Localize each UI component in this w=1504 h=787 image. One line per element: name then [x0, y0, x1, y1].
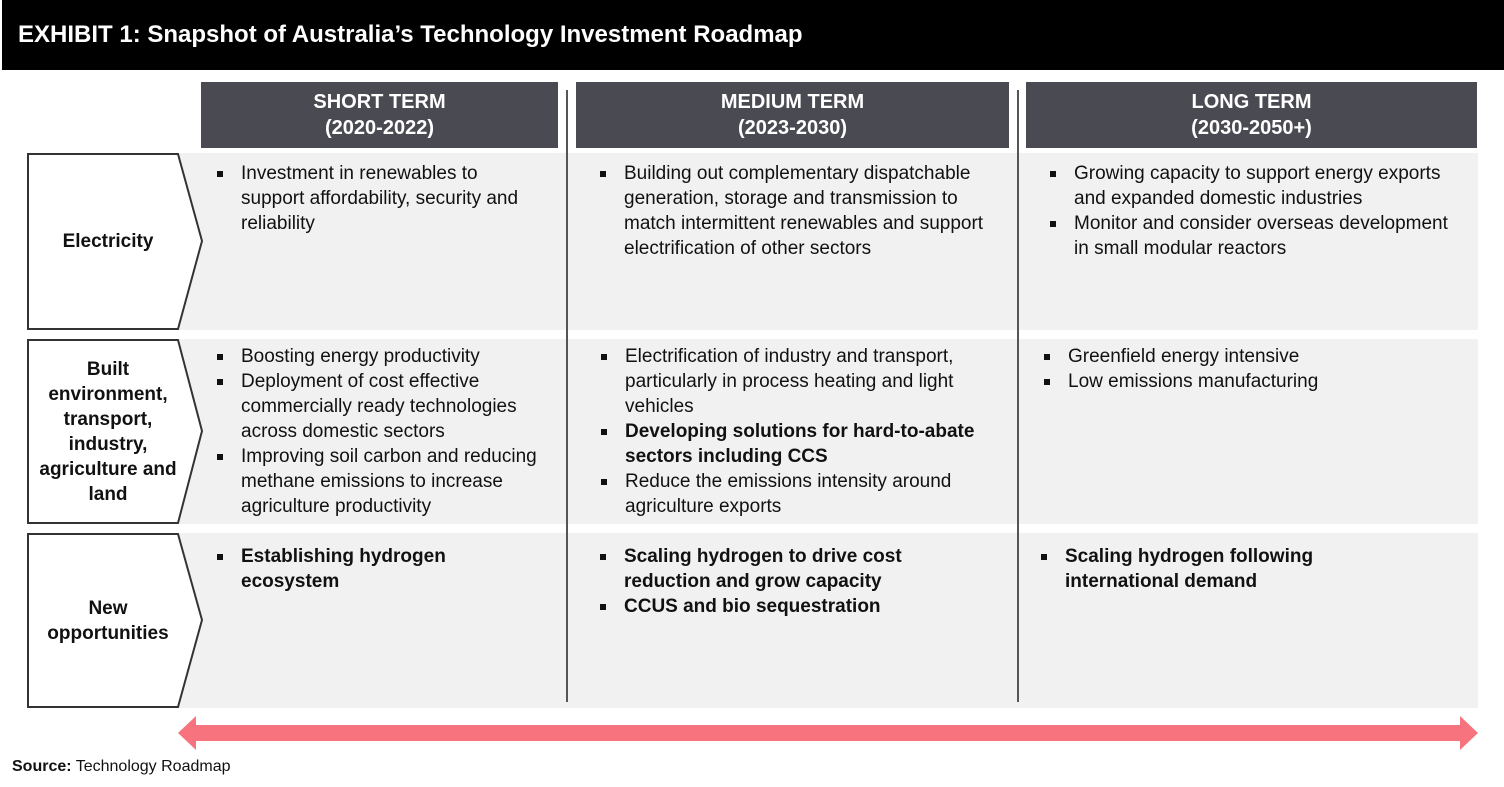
cell-new-short	[214, 544, 514, 594]
column-header-long-term	[1026, 82, 1477, 148]
bullet-item: Establishing hydrogen ecosystem	[214, 544, 514, 594]
row-label-text: Electricity	[62, 231, 154, 252]
bullet-item: Monitor and consider overseas development in small modular reactors	[1047, 211, 1467, 261]
column-header-period: (2023-2030)	[738, 117, 847, 139]
cell-built-long	[1041, 344, 1461, 394]
bullet-item: Boosting energy productivity	[214, 344, 554, 369]
bullet-item: Developing solutions for hard-to-abate sectors including CCS	[598, 419, 998, 469]
row-label-text: New opportunities	[47, 597, 169, 644]
source-note	[12, 758, 231, 776]
column-header-medium-term	[576, 82, 1009, 148]
column-divider	[1017, 90, 1019, 702]
bullet-item: Electrification of industry and transport, particularly in process heating and light vehicles	[598, 344, 998, 419]
bullet-item: Low emissions manufacturing	[1041, 369, 1461, 394]
row-label-electricity	[27, 153, 205, 330]
bullet-item: Improving soil carbon and reducing methane emissions to increase agriculture productivity	[214, 444, 554, 519]
column-header-short-term	[201, 82, 558, 148]
column-header-label: MEDIUM TERM	[720, 91, 865, 113]
bullet-item: Growing capacity to support energy exports and expanded domestic industries	[1047, 161, 1467, 211]
cell-new-long	[1038, 544, 1358, 594]
row-label-new-opportunities	[27, 533, 205, 708]
column-divider	[566, 90, 568, 702]
bullet-item: Investment in renewables to support affordability, security and reliability	[214, 161, 544, 236]
cell-electricity-short	[214, 161, 544, 236]
bullet-item: Building out complementary dispatchable generation, storage and transmission to match intermittent renewables and support electrification of other sectors	[597, 161, 997, 261]
bullet-item: Scaling hydrogen following international demand	[1038, 544, 1358, 594]
column-header-label: SHORT TERM	[313, 91, 446, 113]
cell-built-short	[214, 344, 554, 519]
column-header-period: (2030-2050+)	[1191, 117, 1312, 139]
timeline-double-arrow	[178, 716, 1478, 750]
cell-electricity-long	[1047, 161, 1467, 261]
cell-new-medium	[597, 544, 957, 619]
cell-electricity-medium	[597, 161, 997, 261]
source-label: Source:	[12, 758, 72, 775]
column-header-period: (2020-2022)	[325, 117, 434, 139]
bullet-item: Deployment of cost effective commercially ready technologies across domestic sectors	[214, 369, 554, 444]
exhibit-title: EXHIBIT 1: Snapshot of Australia’s Technology Investment Roadmap	[2, 0, 1504, 70]
cell-built-medium	[598, 344, 998, 519]
bullet-item: CCUS and bio sequestration	[597, 594, 957, 619]
source-text: Technology Roadmap	[75, 758, 231, 775]
row-label-text: Built environment, transport, industry, agriculture and land	[39, 358, 177, 505]
row-label-built-environment	[27, 339, 205, 524]
bullet-item: Greenfield energy intensive	[1041, 344, 1461, 369]
bullet-item: Scaling hydrogen to drive cost reduction and grow capacity	[597, 544, 957, 594]
bullet-item: Reduce the emissions intensity around agriculture exports	[598, 469, 998, 519]
column-header-label: LONG TERM	[1191, 91, 1312, 113]
